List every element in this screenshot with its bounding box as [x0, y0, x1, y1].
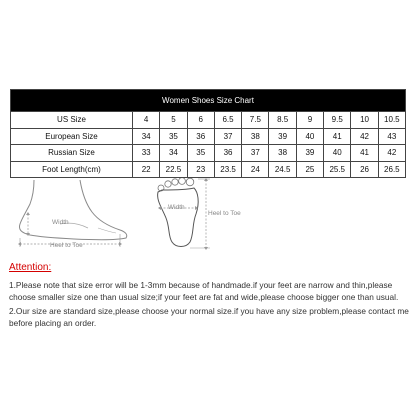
table-cell: 35: [160, 128, 187, 145]
table-cell: 36: [187, 128, 214, 145]
table-cell: 41: [324, 128, 351, 145]
table-cell: 10.5: [378, 112, 405, 129]
table-row: [11, 161, 406, 178]
note-standard-size: 2.Our size are standard size,please choose your normal size.if you have any size problem,please contact me before placing an order.: [9, 306, 409, 328]
table-cell: 24: [242, 161, 269, 178]
table-row: [11, 145, 406, 162]
table-cell: 9.5: [324, 112, 351, 129]
table-cell: 34: [133, 128, 160, 145]
attention-heading: Attention:: [9, 262, 52, 273]
table-cell: 26.5: [378, 161, 405, 178]
foot-diagrams: [0, 178, 416, 258]
side-length-label: Heel to Toe: [50, 242, 83, 249]
table-cell: 38: [269, 145, 296, 162]
row-label: Russian Size: [11, 145, 133, 162]
size-chart-table: [10, 89, 406, 178]
side-width-label: Width: [52, 219, 69, 226]
table-cell: 26: [351, 161, 378, 178]
table-row: [11, 112, 406, 129]
table-cell: 6.5: [214, 112, 241, 129]
table-cell: 42: [351, 128, 378, 145]
table-cell: 42: [378, 145, 405, 162]
table-cell: 24.5: [269, 161, 296, 178]
side-foot-illustration: [18, 180, 127, 247]
top-foot-illustration: [158, 178, 210, 250]
table-cell: 6: [187, 112, 214, 129]
table-cell: 40: [324, 145, 351, 162]
table-cell: 36: [214, 145, 241, 162]
table-cell: 23.5: [214, 161, 241, 178]
table-cell: 22.5: [160, 161, 187, 178]
table-row: [11, 128, 406, 145]
table-cell: 38: [242, 128, 269, 145]
table-cell: 5: [160, 112, 187, 129]
table-cell: 8.5: [269, 112, 296, 129]
table-cell: 23: [187, 161, 214, 178]
top-length-label: Heel to Toe: [208, 210, 241, 217]
table-cell: 33: [133, 145, 160, 162]
table-cell: 40: [296, 128, 323, 145]
table-cell: 41: [351, 145, 378, 162]
table-cell: 37: [242, 145, 269, 162]
table-cell: 25.5: [324, 161, 351, 178]
table-cell: 34: [160, 145, 187, 162]
table-cell: 43: [378, 128, 405, 145]
table-title: Women Shoes Size Chart: [11, 90, 406, 112]
table-cell: 39: [269, 128, 296, 145]
row-label: US Size: [11, 112, 133, 129]
table-cell: 25: [296, 161, 323, 178]
table-cell: 35: [187, 145, 214, 162]
table-cell: 7.5: [242, 112, 269, 129]
table-cell: 9: [296, 112, 323, 129]
note-handmade-error: 1.Please note that size error will be 1-3mm because of handmade.if your feet are narrow and thin,please choose smaller size one than usual size;if your feet are fat and wide,please choose bigger one than usual.: [9, 280, 399, 302]
row-label: European Size: [11, 128, 133, 145]
row-label: Foot Length(cm): [11, 161, 133, 178]
table-cell: 22: [133, 161, 160, 178]
table-cell: 37: [214, 128, 241, 145]
table-cell: 10: [351, 112, 378, 129]
foot-measurement-diagram: [0, 178, 416, 258]
table-cell: 4: [133, 112, 160, 129]
top-width-label: Width: [168, 204, 185, 211]
table-cell: 39: [296, 145, 323, 162]
